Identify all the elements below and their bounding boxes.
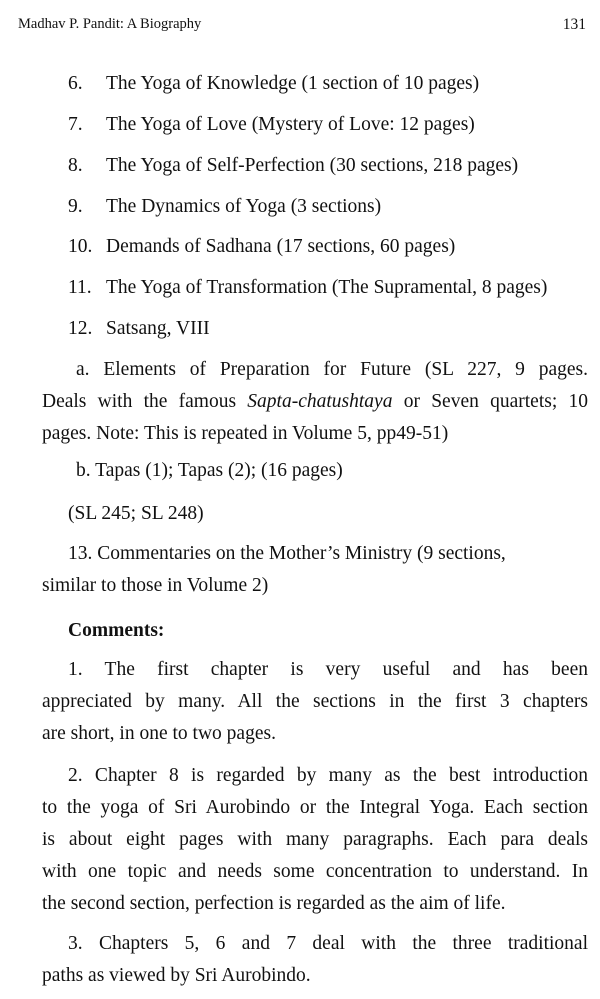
list-item-number: 6.: [68, 73, 83, 94]
page-number: 131: [562, 16, 586, 33]
sub-item-a-text: Deals with the famous: [42, 391, 248, 412]
list-item-number: 8.: [68, 155, 83, 176]
sub-item-a-text: or Seven quartets; 10: [392, 391, 588, 412]
list-item-text: The Dynamics of Yoga (3 sections): [106, 196, 382, 217]
paragraph-line: is about eight pages with many paragraphs. Each para deals: [42, 829, 588, 850]
paragraph-line: appreciated by many. All the sections in the first 3 chapters: [42, 691, 588, 712]
list-item-number: 10.: [68, 236, 93, 257]
list-item-text: The Yoga of Knowledge (1 section of 10 pages): [106, 73, 480, 94]
list-item: [68, 317, 210, 341]
paragraph-line: 1. The first chapter is very useful and has been: [68, 659, 588, 680]
comments-heading: Comments:: [68, 620, 165, 641]
comment-paragraph-1: [42, 654, 588, 750]
list-item: [68, 276, 547, 300]
sanskrit-term: Sapta-chatushtaya: [247, 391, 393, 412]
list-item-number: 12.: [68, 318, 93, 339]
sub-item-a: [42, 354, 588, 450]
sub-item-b: b. Tapas (1); Tapas (2); (16 pages): [76, 460, 343, 481]
sub-item-a-line: a. Elements of Preparation for Future (SL 227, 9 pages.: [76, 359, 588, 380]
paragraph-line: 3. Chapters 5, 6 and 7 deal with the three traditional: [68, 933, 588, 954]
list-item-number: 7.: [68, 114, 83, 135]
comment-paragraph-2: [42, 760, 588, 920]
list-item: [68, 235, 455, 259]
list-item-number: 11.: [68, 277, 92, 298]
paragraph-line: with one topic and needs some concentration to understand. In: [42, 861, 588, 882]
list-item: [68, 113, 475, 137]
list-item-number: 9.: [68, 196, 83, 217]
list-item: 13. Commentaries on the Mother’s Ministry (9 sections,: [68, 543, 506, 564]
list-item-continuation: similar to those in Volume 2): [42, 575, 269, 596]
list-item-text: Satsang, VIII: [106, 318, 210, 339]
paragraph-line: 2. Chapter 8 is regarded by many as the best introduction: [68, 765, 588, 786]
paragraph-line: to the yoga of Sri Aurobindo or the Integral Yoga. Each section: [42, 797, 588, 818]
sub-item-a-line: [42, 386, 588, 418]
list-item-text: The Yoga of Self-Perfection (30 sections, 218 pages): [106, 155, 519, 176]
list-item: [68, 154, 518, 178]
sub-item-b-refs: (SL 245; SL 248): [68, 503, 204, 524]
list-item-text: The Yoga of Transformation (The Supramental, 8 pages): [106, 277, 548, 298]
page-header: [18, 16, 586, 38]
sub-item-a-line: pages. Note: This is repeated in Volume 5, pp49-51): [42, 423, 449, 444]
list-item: [68, 195, 381, 219]
paragraph-line: are short, in one to two pages.: [42, 723, 276, 744]
paragraph-line: the second section, perfection is regarded as the aim of life.: [42, 893, 506, 914]
comment-paragraph-3: [42, 928, 588, 992]
list-item: [68, 72, 479, 96]
running-title: Madhav P. Pandit: A Biography: [18, 16, 202, 32]
list-item-text: Demands of Sadhana (17 sections, 60 pages): [106, 236, 456, 257]
paragraph-line: paths as viewed by Sri Aurobindo.: [42, 965, 311, 986]
list-item-text: The Yoga of Love (Mystery of Love: 12 pages): [106, 114, 475, 135]
